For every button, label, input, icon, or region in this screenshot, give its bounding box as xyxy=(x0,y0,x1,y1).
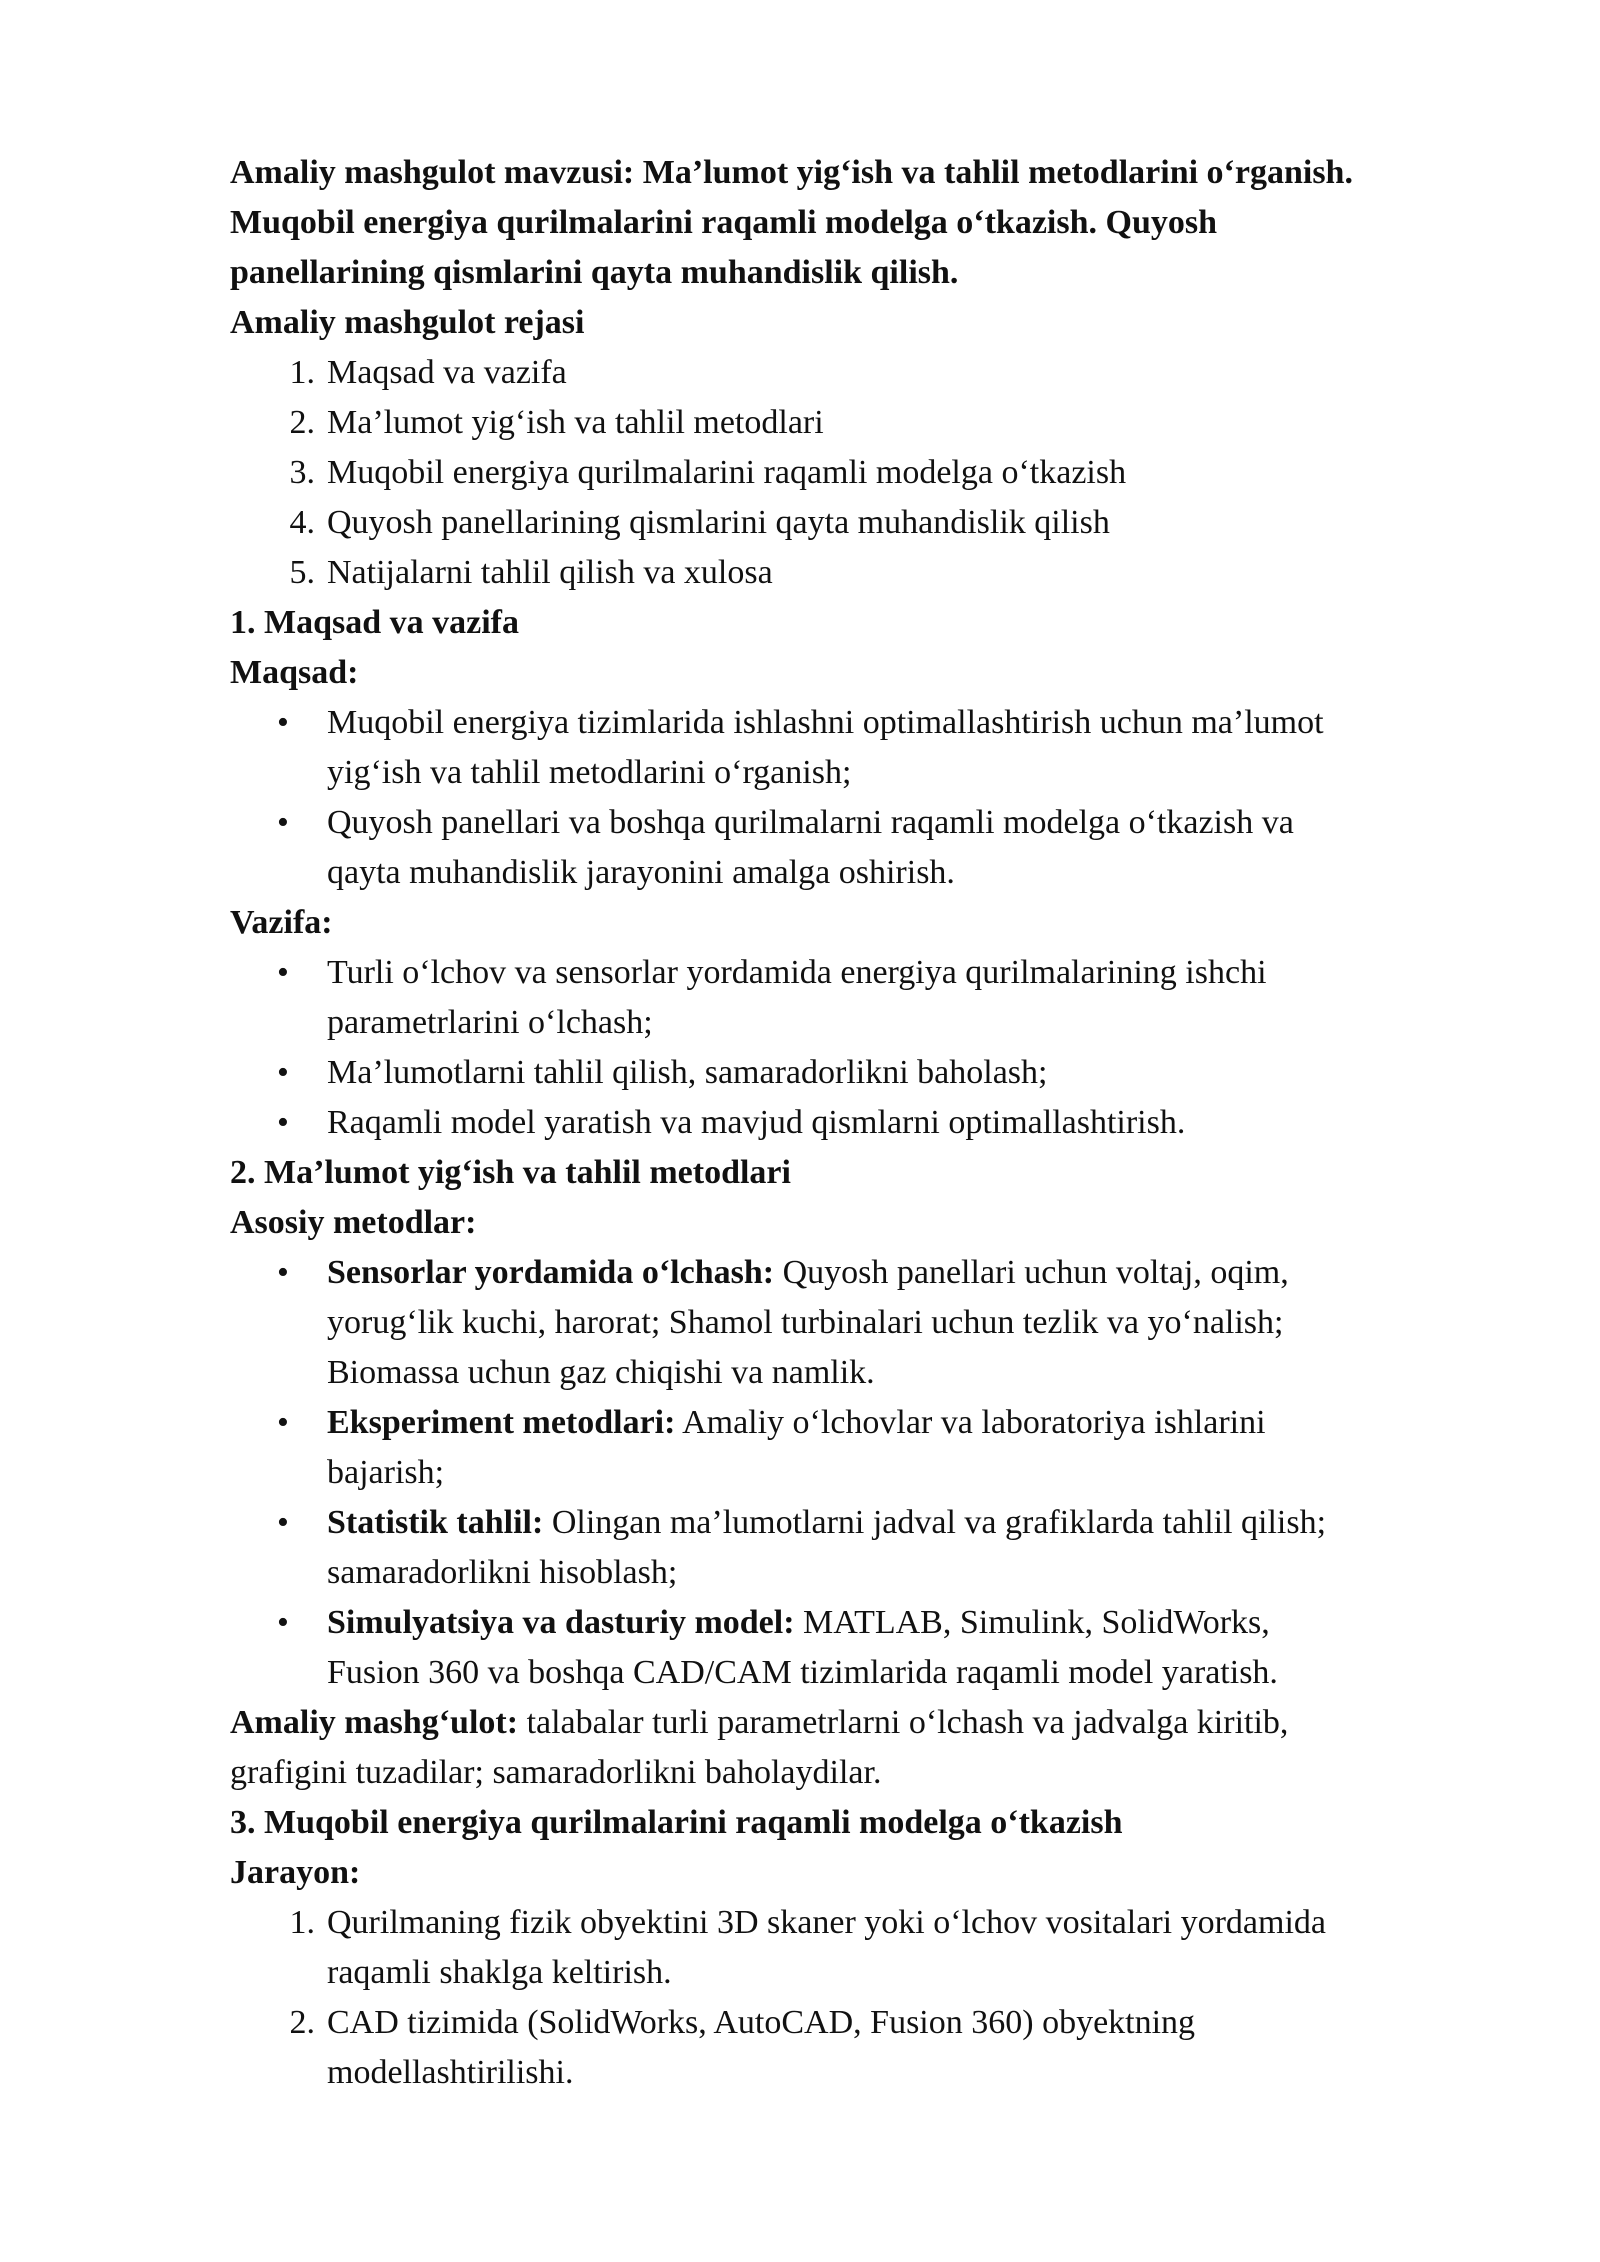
practice-text: grafigini tuzadilar; samaradorlikni baholaydilar. xyxy=(230,1754,882,1791)
plan-item-text: Ma’lumot yig‘ish va tahlil metodlari xyxy=(327,404,824,441)
list-item xyxy=(327,948,1460,1048)
item-line: Biomassa uchun gaz chiqishi va namlik. xyxy=(327,1354,875,1391)
list-item xyxy=(327,1048,1460,1098)
item-line: Olingan ma’lumotlarni jadval va grafiklarda tahlil qilish; xyxy=(543,1504,1327,1541)
item-line: yorug‘lik kuchi, harorat; Shamol turbinalari uchun tezlik va yo‘nalish; xyxy=(327,1304,1284,1341)
item-line: parametrlarini o‘lchash; xyxy=(327,1004,653,1041)
list-number: 5. xyxy=(289,554,315,591)
title-line: Muqobil energiya qurilmalarini raqamli modelga o‘tkazish. Quyosh xyxy=(230,204,1218,241)
document-page xyxy=(230,148,1460,2098)
list-item xyxy=(327,798,1460,898)
item-line: Raqamli model yaratish va mavjud qismlarni optimallashtirish. xyxy=(327,1104,1186,1141)
method-name: Sensorlar yordamida o‘lchash: xyxy=(327,1254,775,1291)
list-number: 1. xyxy=(289,354,315,391)
plan-item-text: Quyosh panellarining qismlarini qayta muhandislik qilish xyxy=(327,504,1110,541)
goal-label: Maqsad: xyxy=(230,654,359,691)
process-label: Jarayon: xyxy=(230,1854,361,1891)
methods-list xyxy=(230,1248,1460,1698)
task-list xyxy=(230,948,1460,1148)
item-line: Quyosh panellari uchun voltaj, oqim, xyxy=(774,1254,1289,1291)
list-number: 3. xyxy=(289,454,315,491)
item-line: qayta muhandislik jarayonini amalga oshirish. xyxy=(327,854,955,891)
item-line: MATLAB, Simulink, SolidWorks, xyxy=(794,1604,1270,1641)
section-heading: 1. Maqsad va vazifa xyxy=(230,604,519,641)
item-line: Ma’lumotlarni tahlil qilish, samaradorlikni baholash; xyxy=(327,1054,1048,1091)
plan-item xyxy=(289,348,1460,398)
practice-paragraph xyxy=(230,1698,1460,1798)
item-line: Fusion 360 va boshqa CAD/CAM tizimlarida raqamli model yaratish. xyxy=(327,1654,1278,1691)
list-item xyxy=(327,1098,1460,1148)
plan-item xyxy=(289,548,1460,598)
plan-list xyxy=(230,348,1460,598)
item-line: samaradorlikni hisoblash; xyxy=(327,1554,678,1591)
task-label: Vazifa: xyxy=(230,904,333,941)
plan-item xyxy=(289,498,1460,548)
methods-label: Asosiy metodlar: xyxy=(230,1204,477,1241)
plan-item-text: Maqsad va vazifa xyxy=(327,354,567,391)
list-item xyxy=(327,1248,1460,1398)
section-heading: 2. Ma’lumot yig‘ish va tahlil metodlari xyxy=(230,1154,791,1191)
item-line: yig‘ish va tahlil metodlarini o‘rganish; xyxy=(327,754,852,791)
list-number: 2. xyxy=(289,404,315,441)
list-number: 2. xyxy=(289,2004,315,2041)
list-item xyxy=(327,1598,1460,1698)
document-title xyxy=(230,148,1460,298)
list-item xyxy=(327,1398,1460,1498)
item-line: raqamli shaklga keltirish. xyxy=(327,1954,672,1991)
item-line: CAD tizimida (SolidWorks, AutoCAD, Fusion 360) obyektning xyxy=(327,2004,1196,2041)
practice-text: talabalar turli parametrlarni o‘lchash va jadvalga kiritib, xyxy=(518,1704,1289,1741)
list-item xyxy=(327,698,1460,798)
process-step xyxy=(289,1998,1460,2098)
item-line: modellashtirilishi. xyxy=(327,2054,574,2091)
title-line: Amaliy mashgulot mavzusi: Ma’lumot yig‘ish va tahlil metodlarini o‘rganish. xyxy=(230,154,1353,191)
item-line: Turli o‘lchov va sensorlar yordamida energiya qurilmalarining ishchi xyxy=(327,954,1267,991)
list-number: 1. xyxy=(289,1904,315,1941)
plan-item xyxy=(289,398,1460,448)
method-name: Eksperiment metodlari: xyxy=(327,1404,676,1441)
method-name: Statistik tahlil: xyxy=(327,1504,544,1541)
process-steps xyxy=(230,1898,1460,2098)
plan-item xyxy=(289,448,1460,498)
plan-item-text: Muqobil energiya qurilmalarini raqamli modelga o‘tkazish xyxy=(327,454,1127,491)
section-heading: 3. Muqobil energiya qurilmalarini raqamli modelga o‘tkazish xyxy=(230,1804,1123,1841)
method-name: Simulyatsiya va dasturiy model: xyxy=(327,1604,795,1641)
practice-label: Amaliy mashg‘ulot: xyxy=(230,1704,519,1741)
title-line: panellarining qismlarini qayta muhandislik qilish. xyxy=(230,254,959,291)
item-line: Amaliy o‘lchovlar va laboratoriya ishlarini xyxy=(675,1404,1266,1441)
goal-list xyxy=(230,698,1460,898)
list-item xyxy=(327,1498,1460,1598)
item-line: Quyosh panellari va boshqa qurilmalarni raqamli modelga o‘tkazish va xyxy=(327,804,1294,841)
item-line: Muqobil energiya tizimlarida ishlashni optimallashtirish uchun ma’lumot xyxy=(327,704,1324,741)
plan-heading: Amaliy mashgulot rejasi xyxy=(230,304,585,341)
process-step xyxy=(289,1898,1460,1998)
item-line: bajarish; xyxy=(327,1454,445,1491)
plan-item-text: Natijalarni tahlil qilish va xulosa xyxy=(327,554,773,591)
item-line: Qurilmaning fizik obyektini 3D skaner yoki o‘lchov vositalari yordamida xyxy=(327,1904,1326,1941)
list-number: 4. xyxy=(289,504,315,541)
